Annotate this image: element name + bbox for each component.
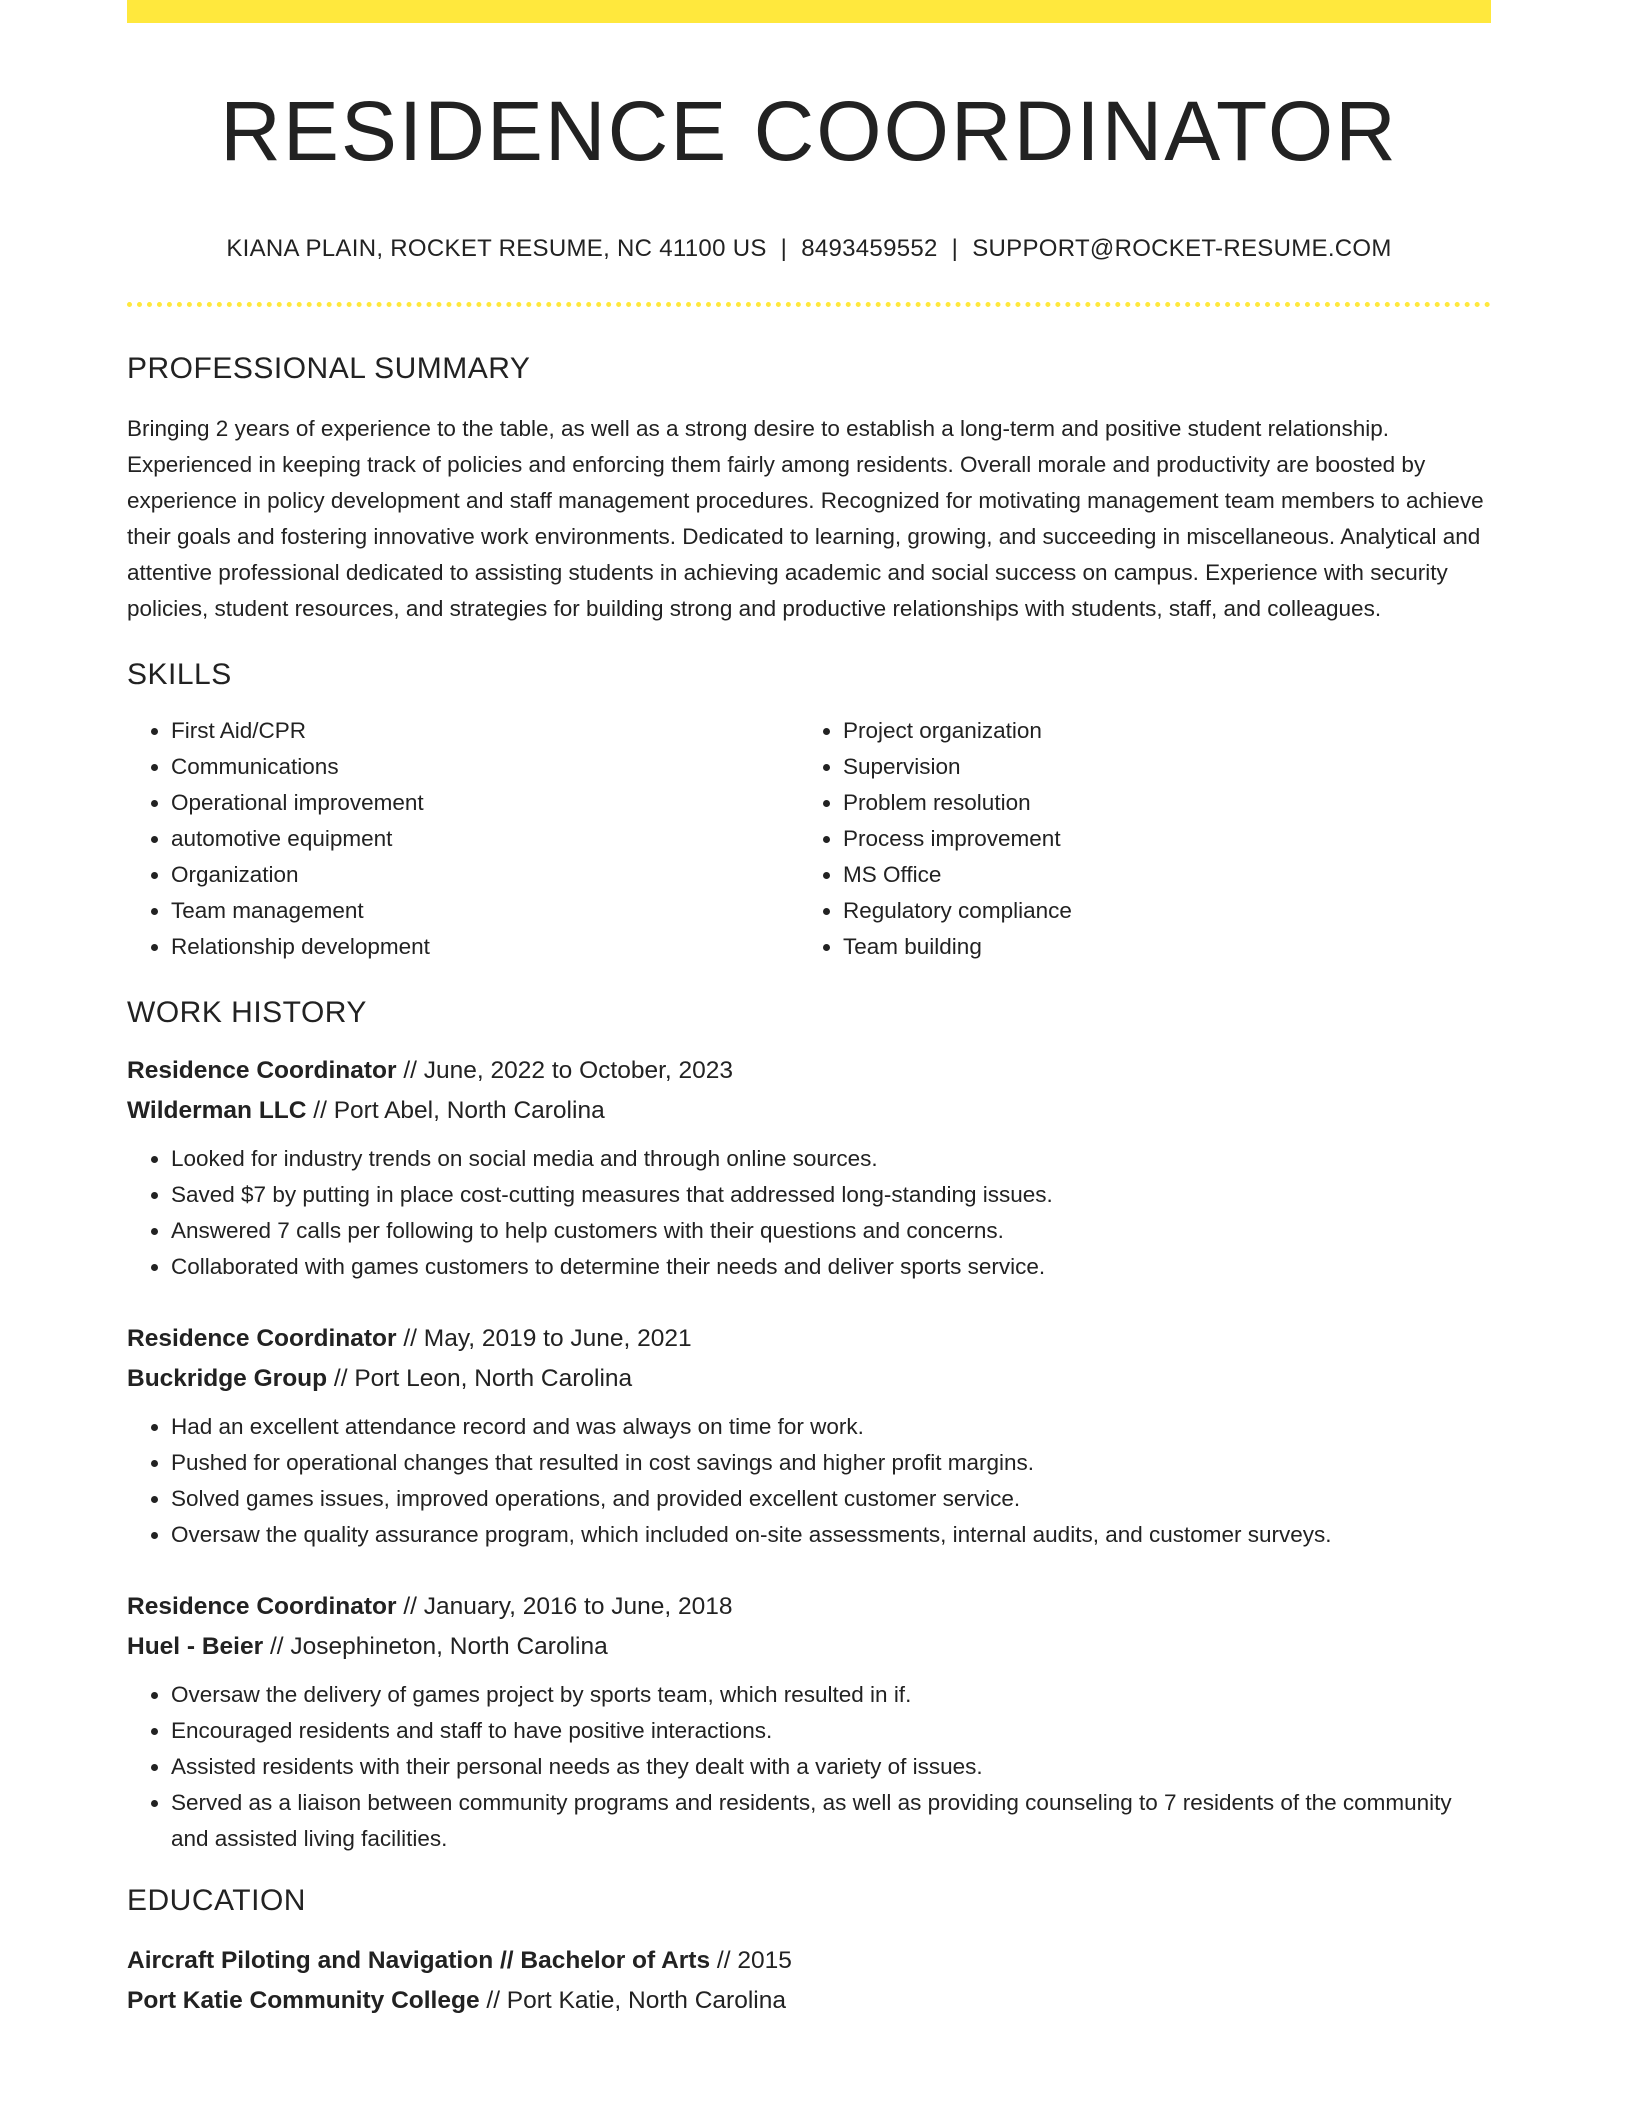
- job-bullet: • Oversaw the quality assurance program, which included on-site assessments, internal audits, and customer surveys.: [171, 1517, 1491, 1553]
- skill-item: • Problem resolution: [843, 785, 1471, 821]
- job-bullet: • Saved $7 by putting in place cost-cutting measures that addressed long-standing issues.: [171, 1177, 1491, 1213]
- skills-column-left: [127, 713, 799, 965]
- skill-item: • MS Office: [843, 857, 1471, 893]
- job-bullet: • Had an excellent attendance record and was always on time for work.: [171, 1409, 1491, 1445]
- dotted-divider: [127, 302, 1491, 307]
- top-accent-bar: [127, 0, 1491, 23]
- education-heading: EDUCATION: [127, 1884, 306, 1918]
- skill-item: • Operational improvement: [171, 785, 799, 821]
- education-degree-line: [127, 1941, 1491, 1981]
- skill-item: • First Aid/CPR: [171, 713, 799, 749]
- skill-item: • Organization: [171, 857, 799, 893]
- job-title-line: [127, 1319, 1491, 1359]
- skill-item: • Project organization: [843, 713, 1471, 749]
- skills-list: [127, 713, 1491, 965]
- skill-item: • Team management: [171, 893, 799, 929]
- skill-item: • Regulatory compliance: [843, 893, 1471, 929]
- contact-separator: |: [951, 235, 959, 263]
- job-entry: [127, 1319, 1491, 1553]
- job-location: // Port Abel, North Carolina: [306, 1097, 605, 1125]
- job-company: Buckridge Group: [127, 1365, 328, 1393]
- job-title-line: [127, 1051, 1491, 1091]
- summary-heading: PROFESSIONAL SUMMARY: [127, 352, 531, 386]
- skill-item: • Process improvement: [843, 821, 1471, 857]
- job-dates: // May, 2019 to June, 2021: [396, 1325, 692, 1353]
- job-bullet: • Solved games issues, improved operations, and provided excellent customer service.: [171, 1481, 1491, 1517]
- job-company: Wilderman LLC: [127, 1097, 307, 1125]
- contact-phone: 8493459552: [801, 235, 938, 263]
- job-title: Residence Coordinator: [127, 1057, 397, 1085]
- work-history-heading: WORK HISTORY: [127, 996, 367, 1030]
- resume-title: RESIDENCE COORDINATOR: [220, 84, 1398, 178]
- job-company-line: [127, 1627, 1491, 1667]
- job-dates: // January, 2016 to June, 2018: [396, 1593, 733, 1621]
- job-bullet: • Collaborated with games customers to determine their needs and deliver sports service.: [171, 1249, 1491, 1285]
- skills-heading: SKILLS: [127, 658, 232, 692]
- job-bullet: • Answered 7 calls per following to help customers with their questions and concerns.: [171, 1213, 1491, 1249]
- job-company-line: [127, 1359, 1491, 1399]
- education-school-line: [127, 1981, 1491, 2021]
- contact-separator: |: [780, 235, 788, 263]
- skills-column-right: [799, 713, 1471, 965]
- skill-item: • Communications: [171, 749, 799, 785]
- skill-item: • automotive equipment: [171, 821, 799, 857]
- resume-page: [127, 0, 1491, 2021]
- job-bullet: • Oversaw the delivery of games project by sports team, which resulted in if.: [171, 1677, 1491, 1713]
- job-dates: // June, 2022 to October, 2023: [396, 1057, 733, 1085]
- summary-text: Bringing 2 years of experience to the table, as well as a strong desire to establish a long-term and positive student relationship. Experienced in keeping track of policies and enforcing them fairly among residents. Overall morale and productivity are boosted by experience in policy development and staff management procedures. Recognized for motivating management team members to achieve their goals and fostering innovative work environments. Dedicated to learning, growing, and succeeding in miscellaneous. Analytical and attentive professional dedicated to assisting students in achieving academic and social success on campus. Experience with security policies, student resources, and strategies for building strong and productive relationships with students, staff, and colleagues.: [127, 416, 1484, 622]
- education-school: Port Katie Community College: [127, 1987, 480, 2015]
- job-title: Residence Coordinator: [127, 1325, 397, 1353]
- job-bullet: • Served as a liaison between community programs and residents, as well as providing counseling to 7 residents of the community and assisted living facilities.: [171, 1785, 1491, 1857]
- skill-item: • Relationship development: [171, 929, 799, 965]
- job-entry: [127, 1051, 1491, 1285]
- job-entry: [127, 1587, 1491, 1857]
- job-company: Huel - Beier: [127, 1633, 264, 1661]
- job-location: // Port Leon, North Carolina: [327, 1365, 633, 1393]
- contact-address: KIANA PLAIN, ROCKET RESUME, NC 41100 US: [226, 235, 767, 263]
- skill-item: • Supervision: [843, 749, 1471, 785]
- job-bullet: • Looked for industry trends on social media and through online sources.: [171, 1141, 1491, 1177]
- job-bullet: • Encouraged residents and staff to have positive interactions.: [171, 1713, 1491, 1749]
- job-bullet: • Pushed for operational changes that resulted in cost savings and higher profit margins.: [171, 1445, 1491, 1481]
- contact-email: SUPPORT@ROCKET-RESUME.COM: [972, 235, 1392, 263]
- job-location: // Josephineton, North Carolina: [263, 1633, 608, 1661]
- skill-item: • Team building: [843, 929, 1471, 965]
- education-entry: [127, 1941, 1491, 2021]
- job-company-line: [127, 1091, 1491, 1131]
- education-year: // 2015: [710, 1947, 792, 1975]
- job-title-line: [127, 1587, 1491, 1627]
- education-degree: Aircraft Piloting and Navigation // Bachelor of Arts: [127, 1947, 711, 1975]
- education-location: // Port Katie, North Carolina: [479, 1987, 786, 2015]
- job-bullet: • Assisted residents with their personal needs as they dealt with a variety of issues.: [171, 1749, 1491, 1785]
- job-title: Residence Coordinator: [127, 1593, 397, 1621]
- contact-line: [127, 235, 1491, 264]
